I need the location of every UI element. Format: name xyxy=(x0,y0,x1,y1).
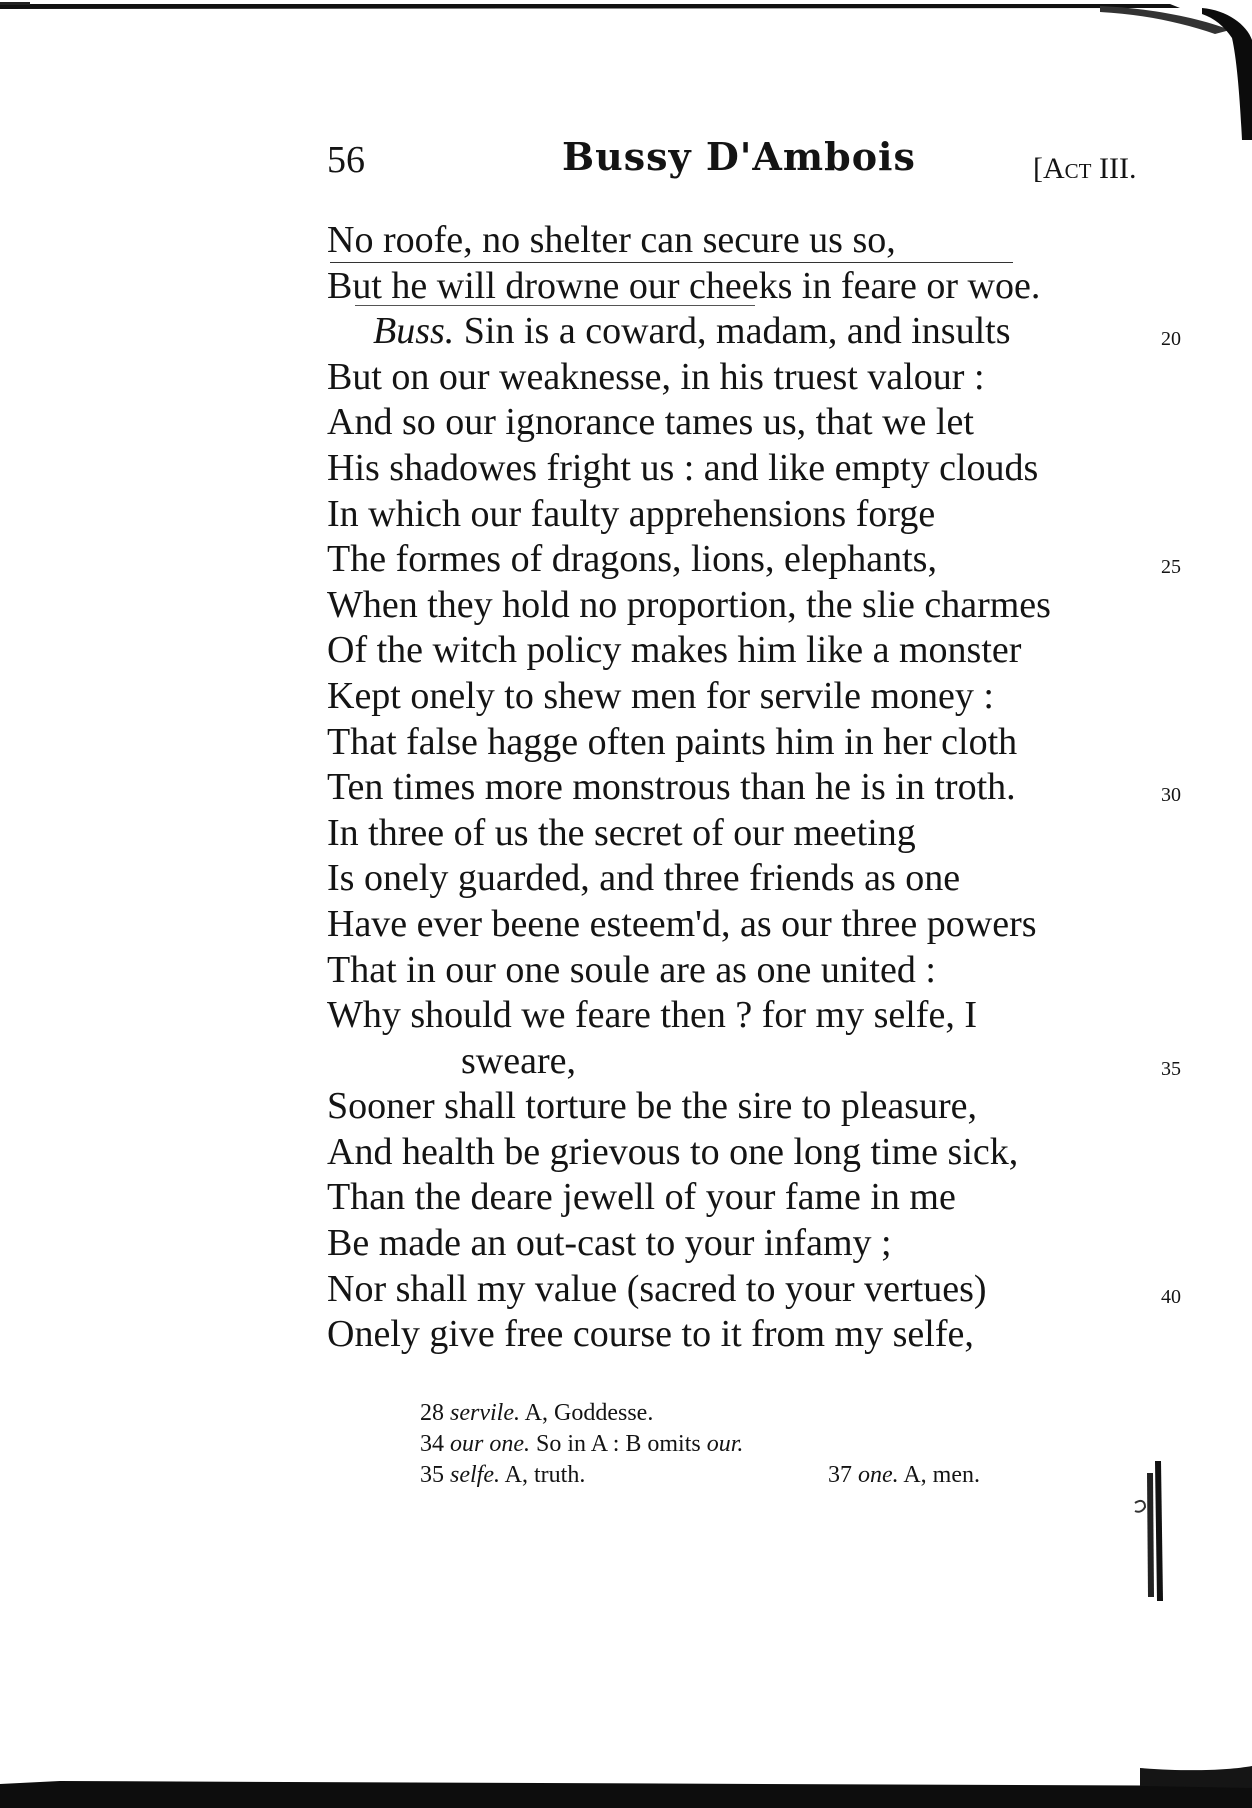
verse-line xyxy=(327,1084,1187,1130)
footnote-text: So in A : B omits xyxy=(536,1431,707,1457)
verse-line-text: That false hagge often paints him in her cloth xyxy=(327,720,1018,763)
verse-line-text: That in our one soule are as one united : xyxy=(327,948,936,991)
verse-text xyxy=(327,218,1187,1358)
verse-line xyxy=(327,856,1187,902)
footnote-lemma: servile. xyxy=(450,1400,520,1426)
verse-line-text: Than the deare jewell of your fame in me xyxy=(327,1176,956,1219)
footnote-text: A, men. xyxy=(903,1462,980,1488)
footnote-line xyxy=(420,1460,1120,1491)
page-number: 56 xyxy=(327,139,365,181)
page-header xyxy=(327,134,1157,198)
footnote-line xyxy=(420,1429,1120,1460)
footnote-entry xyxy=(420,1400,653,1426)
verse-line-text: Sooner shall torture be the sire to pleasure, xyxy=(327,1085,978,1128)
verse-line xyxy=(327,1312,1187,1358)
speaker-name: Buss. xyxy=(373,310,455,353)
line-number: 35 xyxy=(1161,1057,1181,1080)
footnote-line xyxy=(420,1398,1120,1429)
verse-line-text: Have ever beene esteem'd, as our three powers xyxy=(327,902,1037,945)
act-label: [Act III. xyxy=(1033,152,1137,185)
verse-line xyxy=(327,902,1187,948)
verse-line xyxy=(327,537,1187,583)
verse-line xyxy=(327,1039,1187,1085)
verse-line-text: And health be grievous to one long time sick, xyxy=(327,1130,1019,1173)
verse-line xyxy=(327,264,1187,310)
footnote-lemma: one. xyxy=(858,1462,899,1488)
verse-line xyxy=(327,218,1187,264)
scan-edge-bottom xyxy=(0,1748,1252,1808)
verse-line-text: Kept onely to shew men for servile money : xyxy=(327,674,994,717)
verse-line xyxy=(327,720,1187,766)
footnote-number: 35 xyxy=(420,1462,444,1488)
verse-line xyxy=(327,674,1187,720)
line-number: 25 xyxy=(1161,556,1181,579)
verse-line xyxy=(327,355,1187,401)
verse-line xyxy=(327,765,1187,811)
verse-line-text: Of the witch policy makes him like a monster xyxy=(327,629,1022,672)
footnote-entry xyxy=(420,1462,585,1488)
footnote-number: 34 xyxy=(420,1431,444,1457)
footnote-entry xyxy=(828,1460,980,1491)
verse-line xyxy=(327,628,1187,674)
verse-line-text: In three of us the secret of our meeting xyxy=(327,811,916,854)
verse-line-text: But he will drowne our cheeks in feare or woe. xyxy=(327,264,1041,307)
scan-edge-right xyxy=(1192,0,1252,140)
verse-line xyxy=(327,309,1187,355)
line-number: 40 xyxy=(1161,1285,1181,1308)
verse-line xyxy=(327,400,1187,446)
verse-line xyxy=(327,1267,1187,1313)
verse-line xyxy=(327,1175,1187,1221)
verse-line-text: Be made an out-cast to your infamy ; xyxy=(327,1222,892,1265)
footnote-entry xyxy=(420,1431,743,1457)
verse-line-text: Ten times more monstrous than he is in troth. xyxy=(327,766,1016,809)
verse-line xyxy=(327,811,1187,857)
footnote-number: 28 xyxy=(420,1400,444,1426)
verse-line xyxy=(327,993,1187,1039)
verse-line-text: And so our ignorance tames us, that we let xyxy=(327,401,974,444)
verse-line xyxy=(327,446,1187,492)
verse-line-text: When they hold no proportion, the slie charmes xyxy=(327,583,1051,626)
verse-line xyxy=(327,948,1187,994)
footnote-italic-word: our. xyxy=(706,1431,744,1457)
verse-line xyxy=(327,583,1187,629)
verse-line-text: Why should we feare then ? for my selfe, I xyxy=(327,994,977,1037)
scan-edge-top xyxy=(0,0,1252,40)
verse-line-text: But on our weaknesse, in his truest valour : xyxy=(327,355,985,398)
verse-line-text: Nor shall my value (sacred to your vertues) xyxy=(327,1267,987,1310)
verse-line-text: sweare, xyxy=(461,1039,576,1082)
line-number: 30 xyxy=(1161,784,1181,807)
verse-line xyxy=(327,1221,1187,1267)
line-number: 20 xyxy=(1161,328,1181,351)
verse-line-text: His shadowes fright us : and like empty clouds xyxy=(327,446,1039,489)
verse-line-text: No roofe, no shelter can secure us so, xyxy=(327,219,896,261)
footnote-lemma: our one. xyxy=(450,1431,530,1457)
footnote-lemma: selfe. xyxy=(450,1462,500,1488)
verse-line-text: Sin is a coward, madam, and insults xyxy=(454,310,1011,353)
verse-line-text: The formes of dragons, lions, elephants, xyxy=(327,538,937,581)
footnotes xyxy=(420,1398,1120,1491)
footnote-text: A, Goddesse. xyxy=(524,1400,654,1426)
running-title: Bussy D'Ambois xyxy=(562,134,916,179)
verse-line-text: Onely give free course to it from my selfe, xyxy=(327,1313,974,1356)
footnote-text: A, truth. xyxy=(504,1462,586,1488)
verse-line xyxy=(327,1130,1187,1176)
footnote-number: 37 xyxy=(828,1462,852,1488)
verse-line-text: In which our faulty apprehensions forge xyxy=(327,492,936,535)
binding-mark xyxy=(1133,1455,1173,1605)
verse-line xyxy=(327,492,1187,538)
verse-line-text: Is onely guarded, and three friends as one xyxy=(327,857,961,900)
